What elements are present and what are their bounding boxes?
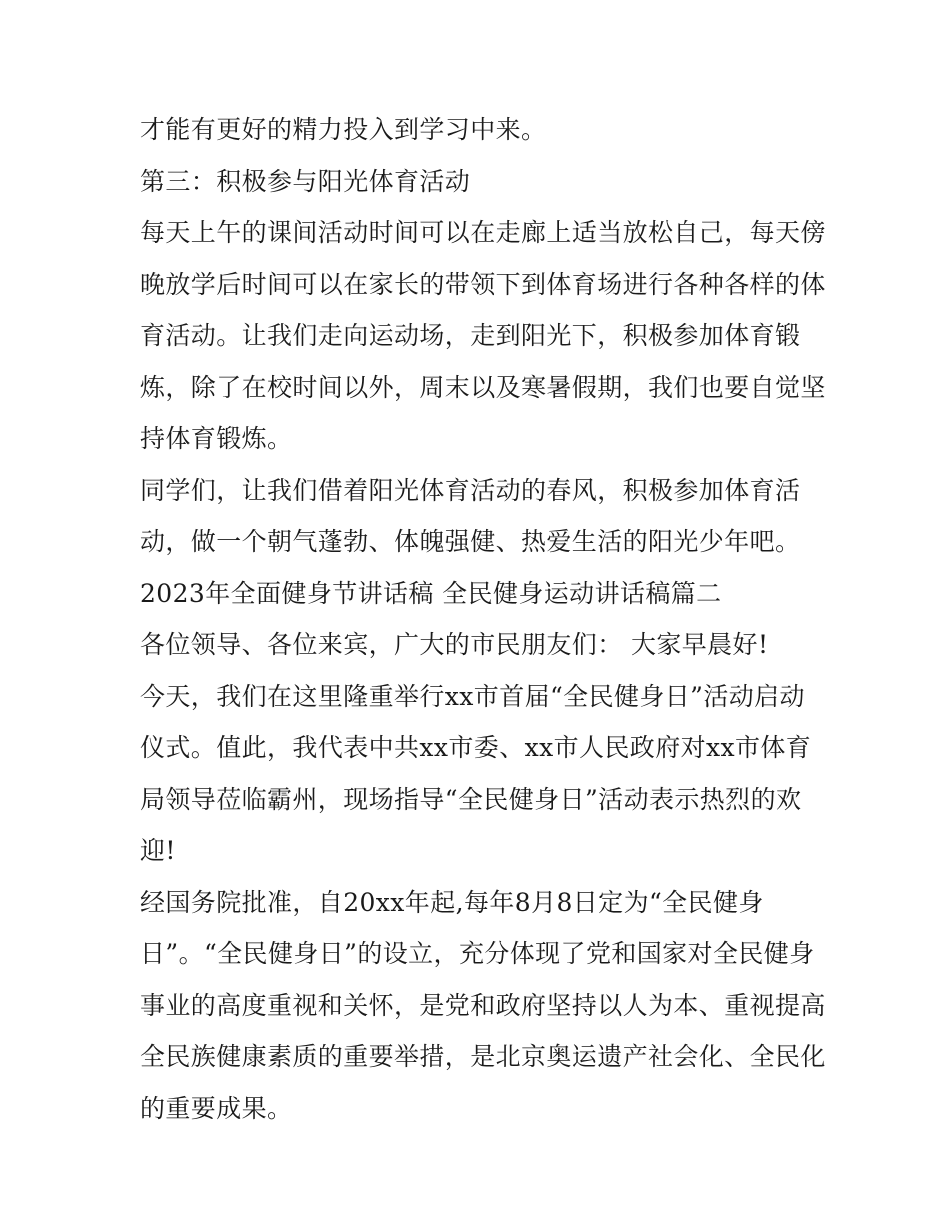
text-line: 经国务院批准，自20xx年起,每年8月8日定为“全民健身: [140, 887, 764, 917]
text-line: 才能有更好的精力投入到学习中来。: [140, 115, 547, 144]
text-line: 同学们，让我们借着阳光体育活动的春风，积极参加体育活: [140, 475, 801, 505]
section-heading: 第三：积极参与阳光体育活动: [140, 166, 471, 196]
text-line: 局领导莅临霸州，现场指导“全民健身日”活动表示热烈的欢: [140, 784, 802, 814]
text-line: 的重要成果。: [140, 1093, 293, 1123]
text-line: 日”。“全民健身日”的设立，充分体现了党和国家对全民健身: [140, 939, 815, 968]
document-body: [140, 104, 826, 1134]
text-line: 育活动。让我们走向运动场，走到阳光下，积极参加体育锻: [140, 321, 801, 350]
article-title: 2023年全面健身节讲话稿 全民健身运动讲话稿篇二: [140, 578, 722, 608]
text-line: 晚放学后时间可以在家长的带领下到体育场进行各种各样的体: [140, 269, 826, 299]
text-line: 炼，除了在校时间以外，周末以及寒暑假期，我们也要自觉坚: [140, 372, 826, 402]
text-line: 全民族健康素质的重要举措，是北京奥运遗产社会化、全民化: [140, 1042, 826, 1071]
salutation-line: 各位领导、各位来宾，广大的市民朋友们： 大家早晨好!: [140, 630, 769, 659]
text-line: 每天上午的课间活动时间可以在走廊上适当放松自己，每天傍: [140, 218, 826, 247]
text-line: 迎!: [140, 836, 176, 865]
text-line: 持体育锻炼。: [140, 424, 293, 453]
text-line: 动，做一个朝气蓬勃、体魄强健、热爱生活的阳光少年吧。: [140, 527, 801, 556]
text-line: 事业的高度重视和关怀，是党和政府坚持以人为本、重视提高: [140, 990, 826, 1020]
text-line: 今天，我们在这里隆重举行xx市首届“全民健身日”活动启动: [140, 681, 805, 711]
text-line: 仪式。值此，我代表中共xx市委、xx市人民政府对xx市体育: [140, 733, 812, 762]
